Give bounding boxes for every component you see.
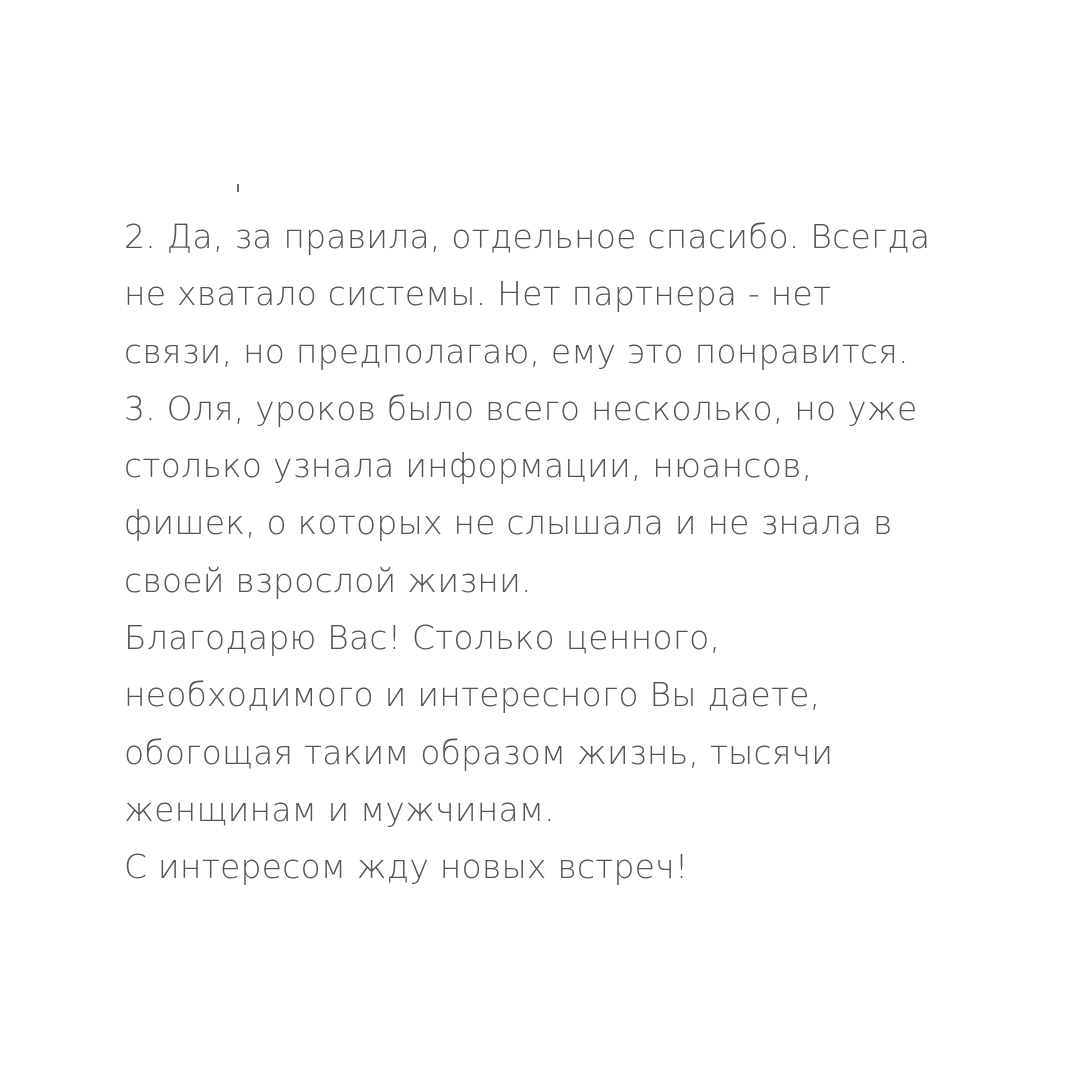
stray-mark (237, 184, 239, 192)
text-line: 3. Оля, уроков было всего несколько, но уже (124, 388, 918, 428)
text-line: связи, но предполагаю, ему это понравится. (124, 331, 909, 371)
text-line: необходимого и интересного Вы даете, (124, 675, 821, 715)
text-line: Благодарю Вас! Столько ценного, (124, 618, 721, 658)
text-line: женщинам и мужчинам. (124, 789, 555, 829)
text-line: С интересом жду новых встреч! (124, 847, 689, 887)
text-line: не хватало системы. Нет партнера - нет (124, 274, 832, 314)
text-line: столько узнала информации, нюансов, (124, 446, 813, 486)
text-line: 2. Да, за правила, отдельное спасибо. Всегда (124, 217, 931, 256)
testimonial-text (124, 208, 1024, 896)
text-line: своей взрослой жизни. (124, 560, 532, 600)
text-line: обогощая таким образом жизнь, тысячи (124, 732, 834, 772)
text-line: фишек, о которых не слышала и не знала в (124, 503, 893, 543)
